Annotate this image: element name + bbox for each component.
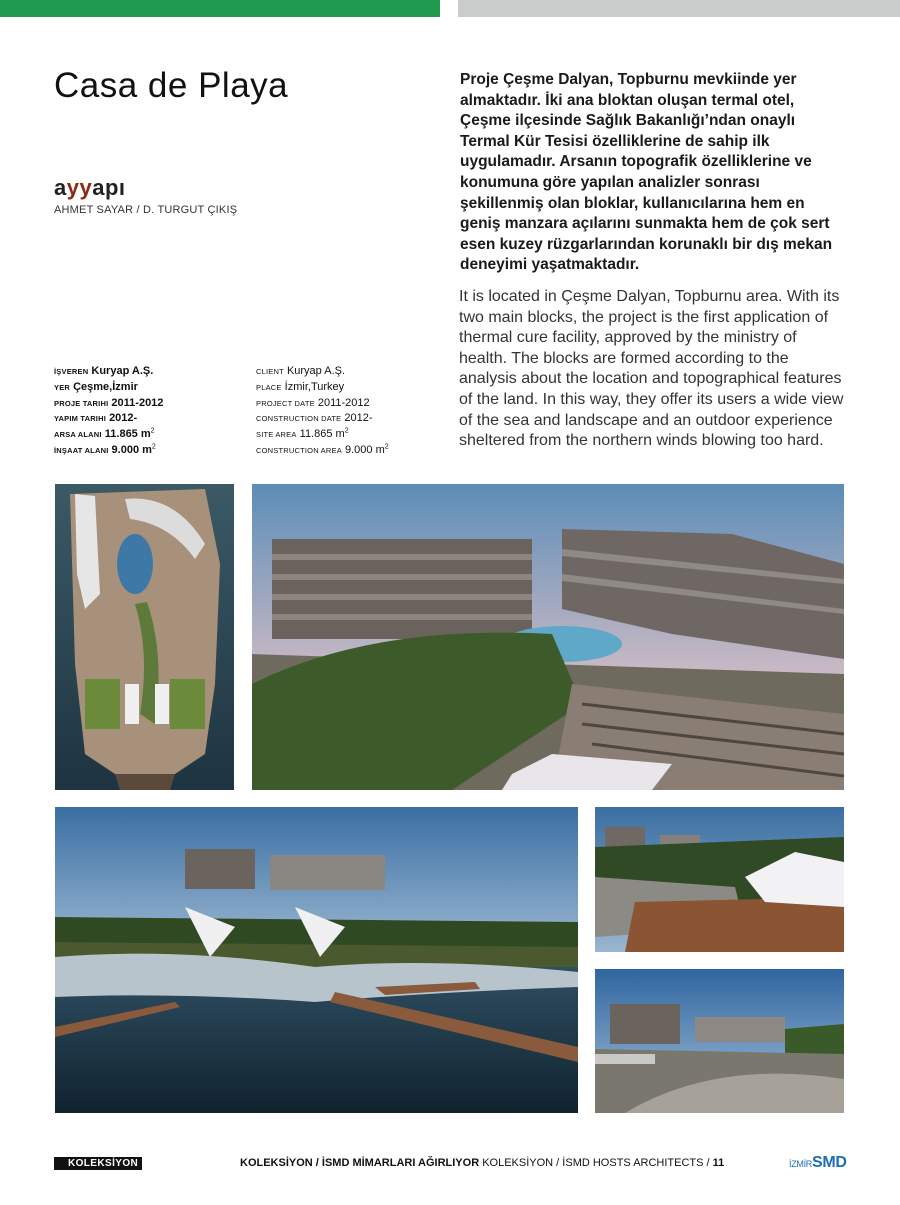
project-info-english	[256, 364, 389, 459]
footer-caption: KOLEKSİYON / İSMD MİMARLARI AĞIRLIYOR KOLEKSİYON / İSMD HOSTS ARCHITECTS / 11	[240, 1157, 725, 1169]
izmir-smd-logo: İZMİRSMD	[789, 1154, 847, 1171]
info-row: ARSA ALANI 11.865 $m^2$	[54, 427, 155, 441]
terrace-render-image	[595, 807, 844, 952]
description-turkish: Proje Çeşme Dalyan, Topburnu mevkiinde yer almaktadır. İki ana bloktan oluşan termal otel, Çeşme ilçesinde Sağlık Bakanlığı’ndan onaylı Termal Kür Tesisi özelliklerine de sahip ilk uygulamadır. Arsanın topografik özelliklerine ve konumuna göre yapılan analizler sonrası şekillenmiş olan bloklar, kullanıcılarına hem en geniş manzara açılarını sunmakta hem de çok sert esen kuzey rüzgarlarından korunaklı bir dış mekan deneyimi yaşatmaktadır.	[460, 71, 833, 274]
description-english: It is located in Çeşme Dalyan, Topburnu area. With its two main blocks, the project is the first application of thermal cure facility, approved by the ministry of health. The blocks are formed according to the analysis about the location and topographical features of the land. In this way, they offer its users a wide view of the sea and landscape and an outdoor experience sheltered from the northern winds blowing too hard.	[459, 288, 844, 450]
entrance-render-image	[595, 969, 844, 1113]
info-row: PROJECT DATE 2011-2012	[256, 396, 370, 409]
firm-logo: ayyapı	[54, 175, 126, 200]
footer-collection-logo: KOLEKSİYON	[54, 1157, 142, 1170]
architects-names: AHMET SAYAR / D. TURGUT ÇIKIŞ	[54, 204, 238, 216]
header-bar-grey	[458, 0, 900, 17]
info-row: İŞVEREN Kuryap A.Ş.	[54, 365, 154, 377]
project-info-turkish	[54, 364, 163, 459]
info-row: CLIENT Kuryap A.Ş.	[256, 365, 346, 377]
header-bar-green	[0, 0, 440, 17]
info-row: CONSTRUCTION AREA 9.000 $m^2$	[256, 443, 389, 456]
site-plan-image	[55, 484, 234, 790]
info-row: PROJE TARIHI 2011-2012	[54, 396, 164, 409]
info-row: YAPIM TARIHI 2012-	[54, 412, 138, 425]
info-row: PLACE İzmir,Turkey	[256, 380, 345, 393]
page-title: Casa de Playa	[54, 66, 289, 105]
aerial-render-image	[252, 484, 844, 790]
info-row: CONSTRUCTION DATE 2012-	[256, 412, 373, 425]
seaside-render-image	[55, 807, 578, 1113]
info-row: İNŞAAT ALANI 9.000 $m^2$	[54, 443, 156, 456]
info-row: SITE AREA 11.865 $m^2$	[256, 427, 349, 441]
info-row: YER Çeşme,İzmir	[54, 380, 138, 393]
